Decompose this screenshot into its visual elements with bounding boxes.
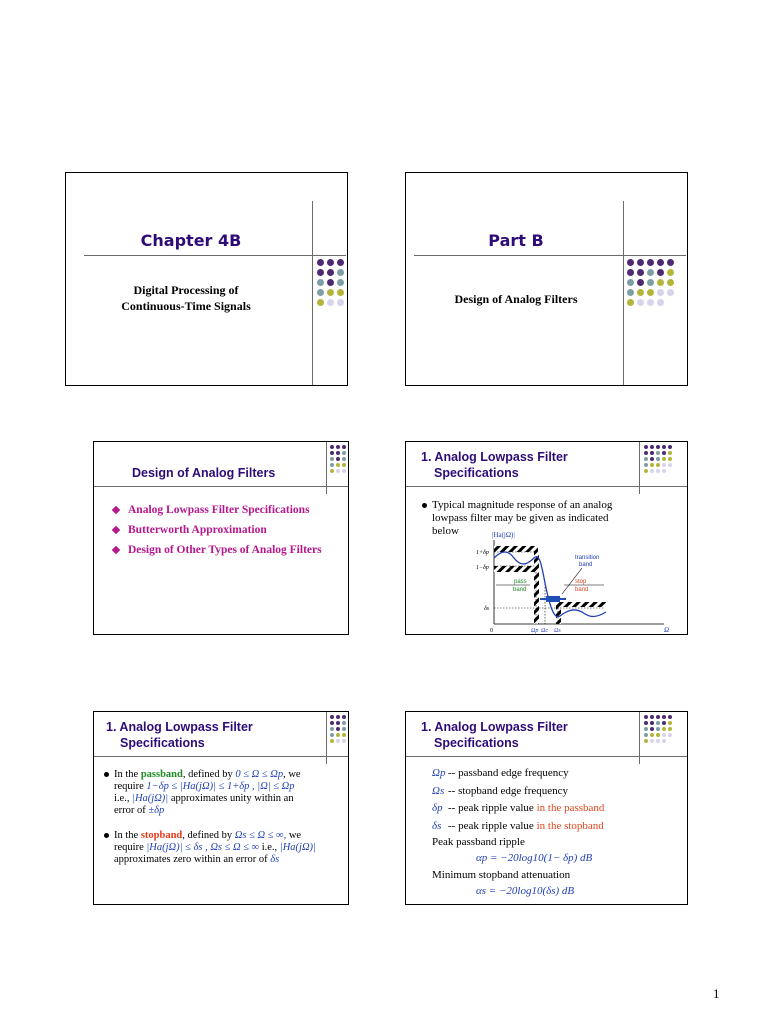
upper-tolerance-hatch — [494, 546, 538, 552]
min-attenuation-formula: αs = −20log10(δs) dB — [476, 885, 575, 897]
decorative-dot — [667, 289, 674, 296]
decorative-dot — [348, 445, 349, 449]
divider-horizontal — [94, 486, 349, 487]
passband-paragraph: In the passband, defined by 0 ≤ Ω ≤ Ωp, we require 1−δp ≤ |Ha(jΩ)| ≤ 1+δp , |Ω| ≤ Ωp i.e., |Ha(jΩ)| approximates unity within an error of ±δp — [104, 769, 344, 817]
decorative-dot — [650, 463, 654, 467]
decorative-dot — [347, 279, 348, 286]
decorative-dot — [657, 279, 664, 286]
tick-wc: Ωc — [541, 628, 549, 634]
decorative-dot — [656, 733, 660, 737]
decorative-dot — [657, 289, 664, 296]
decorative-dot-grid — [644, 445, 673, 474]
decorative-dot — [317, 299, 324, 306]
decorative-dot — [347, 299, 348, 306]
divider-horizontal — [94, 756, 349, 757]
decorative-dot — [647, 259, 654, 266]
decorative-dot — [662, 463, 666, 467]
decorative-dot — [650, 457, 654, 461]
decorative-dot — [327, 279, 334, 286]
decorative-dot — [656, 739, 660, 743]
pass-label-2: band — [513, 587, 527, 593]
decorative-dot — [330, 721, 334, 725]
decorative-dot — [336, 733, 340, 737]
decorative-dot — [330, 727, 334, 731]
decorative-dot — [348, 739, 349, 743]
decorative-dot — [650, 739, 654, 743]
decorative-dot — [650, 727, 654, 731]
stop-label-1: stop — [575, 579, 587, 585]
decorative-dot — [627, 259, 634, 266]
decorative-dot — [667, 299, 674, 306]
decorative-dot — [668, 739, 672, 743]
chapter-subtitle: Digital Processing of Continuous-Time Signals — [121, 283, 251, 313]
decorative-dot — [662, 739, 666, 743]
decorative-dot — [336, 721, 340, 725]
slide-heading: 1. Analog Lowpass Filter Specifications — [421, 450, 568, 480]
decorative-dot-grid — [644, 715, 673, 744]
decorative-dot — [627, 289, 634, 296]
decorative-dot — [662, 469, 666, 473]
decorative-dot — [656, 715, 660, 719]
outline-item: Butterworth Approximation — [112, 524, 322, 536]
decorative-dot — [668, 451, 672, 455]
decorative-dot-grid — [627, 259, 675, 307]
decorative-dot — [336, 451, 340, 455]
decorative-dot — [668, 727, 672, 731]
decorative-dot — [656, 451, 660, 455]
bullet-icon — [104, 772, 109, 777]
decorative-dot — [330, 445, 334, 449]
decorative-dot — [668, 721, 672, 725]
decorative-dot — [657, 259, 664, 266]
param-wp: Ωp -- passband edge frequency — [432, 767, 569, 779]
decorative-dot — [647, 269, 654, 276]
decorative-dot — [627, 269, 634, 276]
decorative-dot — [342, 727, 346, 731]
decorative-dot — [347, 259, 348, 266]
decorative-dot — [336, 445, 340, 449]
decorative-dot — [330, 457, 334, 461]
decorative-dot — [650, 715, 654, 719]
figure-xlabel: Ω — [664, 626, 670, 634]
decorative-dot — [348, 451, 349, 455]
decorative-dot — [347, 269, 348, 276]
decorative-dot — [656, 721, 660, 725]
decorative-dot-grid — [330, 715, 349, 744]
decorative-dot — [662, 721, 666, 725]
decorative-dot — [336, 469, 340, 473]
decorative-dot — [656, 457, 660, 461]
decorative-dot — [644, 451, 648, 455]
bullet-icon — [422, 503, 427, 508]
decorative-dot — [656, 463, 660, 467]
decorative-dot — [337, 289, 344, 296]
decorative-dot — [342, 721, 346, 725]
decorative-dot — [668, 733, 672, 737]
decorative-dot — [330, 739, 334, 743]
decorative-dot — [647, 299, 654, 306]
decorative-dot — [656, 445, 660, 449]
divider-horizontal — [414, 255, 686, 256]
decorative-dot — [644, 721, 648, 725]
decorative-dot — [644, 739, 648, 743]
decorative-dot — [662, 445, 666, 449]
tick-origin: 0 — [490, 628, 493, 634]
decorative-dot — [637, 289, 644, 296]
decorative-dot — [342, 457, 346, 461]
decorative-dot — [647, 279, 654, 286]
decorative-dot — [336, 727, 340, 731]
decorative-dot — [342, 733, 346, 737]
transition-band-marker — [546, 596, 560, 602]
outline-list — [112, 504, 322, 564]
decorative-dot — [317, 259, 324, 266]
decorative-dot — [627, 279, 634, 286]
decorative-dot — [348, 733, 349, 737]
tick-delta-s: δs — [484, 606, 490, 612]
decorative-dot — [336, 715, 340, 719]
lower-tolerance-hatch — [494, 566, 534, 572]
decorative-dot — [637, 259, 644, 266]
decorative-dot — [327, 289, 334, 296]
decorative-dot — [667, 279, 674, 286]
decorative-dot — [668, 445, 672, 449]
tick-1-plus-delta: 1+δp — [476, 550, 489, 556]
decorative-dot-grid — [330, 445, 349, 474]
passband-edge-hatch — [534, 552, 539, 624]
magnitude-response-figure — [464, 528, 684, 635]
decorative-dot — [342, 463, 346, 467]
stop-label-2: band — [575, 587, 589, 593]
min-attenuation-label: Minimum stopband attenuation — [432, 869, 571, 881]
decorative-dot — [637, 269, 644, 276]
diamond-bullet-icon — [112, 546, 120, 554]
decorative-dot — [327, 299, 334, 306]
diamond-bullet-icon — [112, 526, 120, 534]
decorative-dot — [650, 469, 654, 473]
decorative-dot-grid — [317, 259, 348, 307]
decorative-dot — [317, 279, 324, 286]
divider-horizontal — [406, 756, 688, 757]
decorative-dot — [656, 469, 660, 473]
decorative-dot — [330, 733, 334, 737]
stopband-tolerance-hatch — [561, 602, 606, 607]
decorative-dot — [644, 445, 648, 449]
stopband-paragraph: In the stopband, defined by Ωs ≤ Ω ≤ ∞, we require |Ha(jΩ)| ≤ δs , Ωs ≤ Ω ≤ ∞ i.e., |Ha(jΩ)| approximates zero within an error of δs — [104, 830, 344, 866]
decorative-dot — [657, 269, 664, 276]
param-ds: δs -- peak ripple value in the stopband — [432, 819, 604, 832]
decorative-dot — [348, 463, 349, 467]
decorative-dot — [662, 733, 666, 737]
decorative-dot — [342, 451, 346, 455]
decorative-dot — [667, 259, 674, 266]
part-title: Part B — [488, 231, 544, 250]
decorative-dot — [330, 451, 334, 455]
parameter-list — [432, 765, 682, 835]
decorative-dot — [657, 299, 664, 306]
page-number: 1 — [713, 986, 720, 1001]
decorative-dot — [342, 445, 346, 449]
decorative-dot — [644, 727, 648, 731]
decorative-dot — [650, 733, 654, 737]
decorative-dot — [637, 299, 644, 306]
outline-title: Design of Analog Filters — [132, 466, 276, 480]
peak-ripple-label: Peak passband ripple — [432, 836, 525, 848]
peak-ripple-formula: αp = −20log10(1− δp) dB — [476, 852, 593, 864]
decorative-dot — [644, 733, 648, 737]
diamond-bullet-icon — [112, 506, 120, 514]
param-dp: δp -- peak ripple value in the passband — [432, 802, 605, 814]
transition-label-2: band — [579, 562, 593, 568]
stopband-edge-hatch — [556, 602, 561, 624]
decorative-dot — [327, 259, 334, 266]
decorative-dot — [347, 289, 348, 296]
decorative-dot — [336, 457, 340, 461]
param-ws: Ωs -- stopband edge frequency — [432, 784, 569, 797]
decorative-dot — [348, 457, 349, 461]
decorative-dot — [662, 715, 666, 719]
decorative-dot — [644, 469, 648, 473]
slide-chapter-title — [65, 172, 348, 386]
decorative-dot — [348, 721, 349, 725]
decorative-dot — [668, 463, 672, 467]
decorative-dot — [348, 715, 349, 719]
decorative-dot — [644, 463, 648, 467]
decorative-dot — [348, 727, 349, 731]
slide-lowpass-spec-figure — [405, 441, 688, 635]
chapter-title: Chapter 4B — [140, 231, 242, 250]
decorative-dot — [317, 289, 324, 296]
decorative-dot — [667, 269, 674, 276]
divider-horizontal — [406, 486, 688, 487]
figure-intro-text: Typical magnitude response of an analog lowpass filter may be given as indicated below — [422, 499, 672, 538]
slide-part-title — [405, 172, 688, 386]
decorative-dot — [342, 469, 346, 473]
decorative-dot — [337, 259, 344, 266]
decorative-dot — [337, 299, 344, 306]
decorative-dot — [662, 727, 666, 731]
decorative-dot — [337, 269, 344, 276]
decorative-dot — [342, 739, 346, 743]
tick-1-minus-delta: 1−δp — [476, 565, 489, 571]
decorative-dot — [656, 727, 660, 731]
divider-vertical — [623, 201, 624, 386]
divider-vertical — [312, 201, 313, 386]
transition-label-1: transition — [575, 555, 600, 561]
decorative-dot — [330, 469, 334, 473]
tick-wp: Ωp — [531, 628, 539, 634]
divider-horizontal — [84, 255, 346, 256]
decorative-dot — [330, 715, 334, 719]
slide-outline — [93, 441, 349, 635]
decorative-dot — [336, 739, 340, 743]
outline-item: Analog Lowpass Filter Specifications — [112, 504, 322, 516]
decorative-dot — [342, 715, 346, 719]
decorative-dot — [650, 451, 654, 455]
figure-ylabel: |Ha(jΩ)| — [492, 531, 515, 539]
slide-parameter-definitions — [405, 711, 688, 905]
decorative-dot — [650, 721, 654, 725]
decorative-dot — [662, 457, 666, 461]
decorative-dot — [337, 279, 344, 286]
decorative-dot — [668, 457, 672, 461]
decorative-dot — [647, 289, 654, 296]
part-subtitle: Design of Analog Filters — [454, 292, 578, 306]
decorative-dot — [662, 451, 666, 455]
decorative-dot — [336, 463, 340, 467]
slide-heading: 1. Analog Lowpass Filter Specifications — [421, 720, 568, 750]
tick-ws: Ωs — [554, 628, 561, 634]
decorative-dot — [317, 269, 324, 276]
decorative-dot — [650, 445, 654, 449]
decorative-dot — [627, 299, 634, 306]
decorative-dot — [637, 279, 644, 286]
decorative-dot — [348, 469, 349, 473]
decorative-dot — [644, 457, 648, 461]
decorative-dot — [327, 269, 334, 276]
decorative-dot — [668, 715, 672, 719]
bullet-icon — [104, 833, 109, 838]
pass-label-1: pass — [514, 579, 527, 585]
outline-item: Design of Other Types of Analog Filters — [112, 544, 322, 556]
decorative-dot — [668, 469, 672, 473]
slide-band-requirements — [93, 711, 349, 905]
decorative-dot — [644, 715, 648, 719]
decorative-dot — [330, 463, 334, 467]
slide-heading: 1. Analog Lowpass Filter Specifications — [106, 720, 253, 750]
